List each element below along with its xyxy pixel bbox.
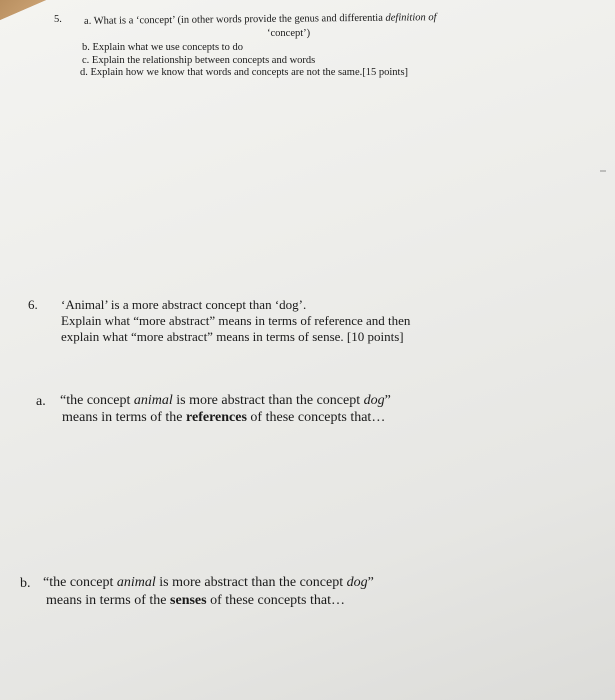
q5-b: b. Explain what we use concepts to do <box>82 42 243 53</box>
qb-l2-bold: senses <box>170 593 207 608</box>
q6-number: 6. <box>28 297 38 312</box>
qb-l2-end: of these concepts that… <box>206 593 345 608</box>
qb-l1-italic2: dog <box>346 575 368 590</box>
qb-l1-pre: “the concept <box>43 575 117 590</box>
qa-l1-italic: animal <box>133 393 173 408</box>
q5-a-line2: ‘concept’) <box>267 28 311 39</box>
qb-line1 <box>43 575 374 591</box>
q6-line3: explain what “more abstract” means in terms of sense. [10 points] <box>61 329 404 344</box>
qa-l1-italic2: dog <box>363 393 385 408</box>
q5-d: d. Explain how we know that words and concepts are not the same.[15 points] <box>80 67 409 78</box>
qa-l2-end: of these concepts that… <box>246 410 386 425</box>
qb-l1-italic: animal <box>116 575 156 590</box>
qa-l1-mid: is more abstract than the concept <box>172 393 364 408</box>
qa-line2 <box>62 410 385 426</box>
qb-label: b. <box>20 576 31 591</box>
q5-a-italic: definition of <box>385 12 437 24</box>
qa-label: a. <box>36 394 46 409</box>
qa-l1-end: ” <box>384 393 391 408</box>
q5-a-text: a. What is a ‘concept’ (in other words provide the genus and differentia <box>83 12 386 27</box>
q6-line2: Explain what “more abstract” means in terms of reference and then <box>61 313 411 328</box>
qb-l2-pre: means in terms of the <box>46 593 171 608</box>
q5-number: 5. <box>54 14 62 25</box>
edge-mark <box>600 170 606 172</box>
qb-line2 <box>46 593 345 609</box>
qa-l1-pre: “the concept <box>60 393 134 408</box>
qb-l1-end: ” <box>367 575 374 590</box>
qb-l1-mid: is more abstract than the concept <box>155 575 347 590</box>
q5-c: c. Explain the relationship between concepts and words <box>82 55 316 66</box>
qa-l2-bold: references <box>186 410 247 425</box>
qa-line1 <box>60 393 391 409</box>
q6-line1: ‘Animal’ is a more abstract concept than ‘dog’. <box>61 297 307 312</box>
qa-l2-pre: means in terms of the <box>62 410 187 425</box>
